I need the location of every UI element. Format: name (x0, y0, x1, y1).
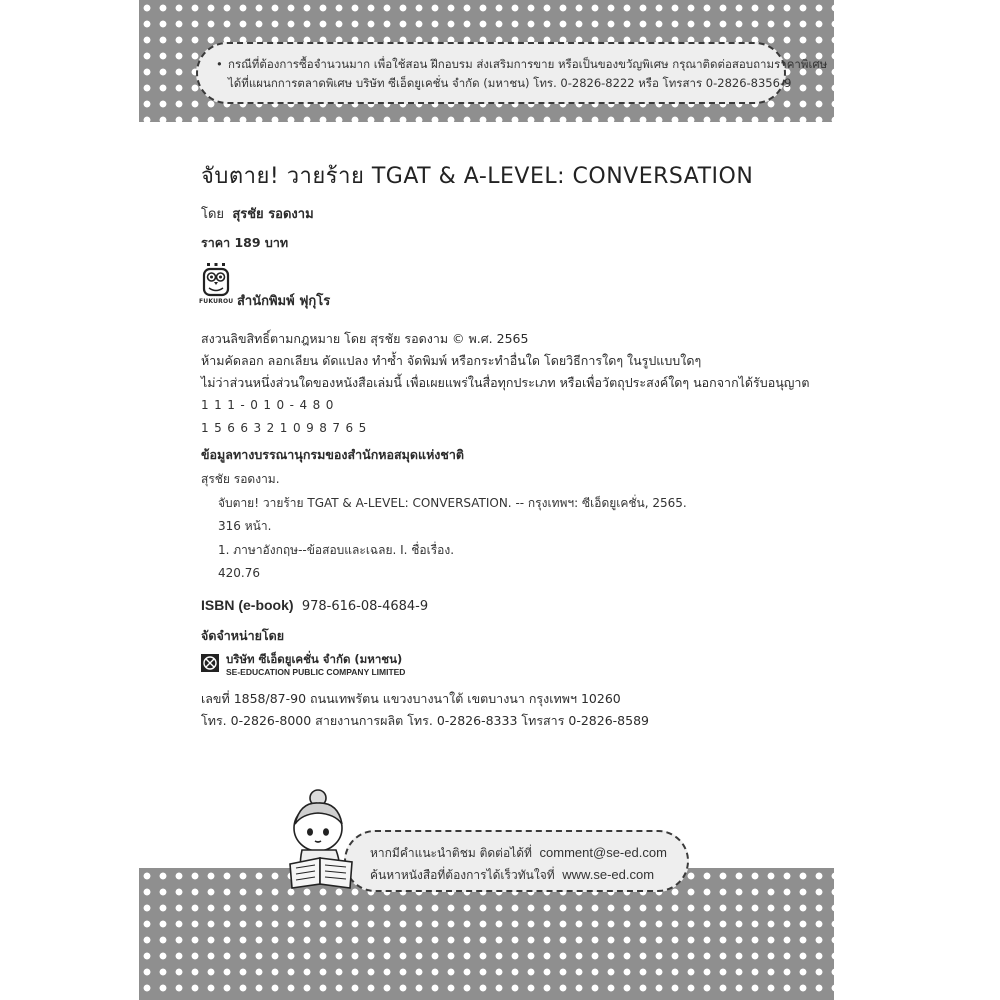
distributor-name-thai: บริษัท ซีเอ็ดยูเคชั่น จำกัด (มหาชน) (226, 652, 403, 666)
product-code-2: 1566321098765 (201, 421, 372, 435)
se-ed-logo-icon (201, 654, 219, 672)
bullet-icon: • (216, 57, 223, 71)
feedback-text: หากมีคำแนะนำติชม ติดต่อได้ที่ (370, 846, 532, 860)
owl-logo-icon (201, 262, 231, 300)
notice-text-2: ได้ที่แผนกการตลาดพิเศษ บริษัท ซีเอ็ดยูเคชั่น จำกัด (มหาชน) โทร. 0-2826-8222 หรือ โทรสาร 0-2826-8356-9 (228, 76, 792, 90)
cip-record (201, 468, 687, 586)
copyright-line-2: ห้ามคัดลอก ลอกเลียน ดัดแปลง ทำซ้ำ จัดพิมพ์ หรือกระทำอื่นใด โดยวิธีการใดๆ ในรูปแบบใดๆ (201, 353, 702, 368)
cip-class-number: 420.76 (218, 566, 260, 580)
product-codes (201, 394, 372, 440)
author-line (201, 203, 314, 224)
notice-text-1: กรณีที่ต้องการซื้อจำนวนมาก เพื่อใช้สอน ฝึกอบรม ส่งเสริมการขาย หรือเป็นของขวัญพิเศษ กรุณาติดต่อสอบถามราคาพิเศษ (228, 57, 828, 71)
isbn-label: ISBN (e-book) (201, 597, 294, 613)
publisher-logo-text: FUKUROU (199, 298, 234, 305)
cip-author: สุรชัย รอดงาม. (201, 472, 280, 486)
distributor-contact (201, 688, 649, 732)
feedback-line-1 (370, 842, 687, 864)
book-price: ราคา 189 บาท (201, 235, 289, 250)
distributor-name-english: SE-EDUCATION PUBLIC COMPANY LIMITED (226, 667, 406, 677)
isbn-line (201, 597, 428, 614)
feedback-line-2 (370, 864, 687, 886)
cip-subject: 1. ภาษาอังกฤษ--ข้อสอบและเฉลย. I. ชื่อเรื่อง. (218, 542, 455, 557)
distributor-phones: โทร. 0-2826-8000 สายงานการผลิต โทร. 0-2826-8333 โทรสาร 0-2826-8589 (201, 713, 649, 728)
cip-heading: ข้อมูลทางบรรณานุกรมของสำนักหอสมุดแห่งชาติ (201, 447, 465, 462)
cip-pages: 316 หน้า. (218, 519, 272, 533)
copyright-line-3: ไม่ว่าส่วนหนึ่งส่วนใดของหนังสือเล่มนี้ เพื่อเผยแพร่ในสื่อทุกประเภท หรือเพื่อวัตถุประสงค์ใดๆ นอกจากได้รับอนุญาต (201, 375, 810, 390)
feedback-email-link[interactable]: comment@se-ed.com (539, 845, 667, 860)
publisher-name: สำนักพิมพ์ ฟุกุโร (237, 294, 331, 309)
cip-entry: จับตาย! วายร้าย TGAT & A-LEVEL: CONVERSATION. -- กรุงเทพฯ: ซีเอ็ดยูเคชั่น, 2565. (218, 495, 687, 510)
copyright-notice (201, 328, 810, 394)
girl-reading-mascot-icon (280, 788, 372, 892)
distributor-heading: จัดจำหน่ายโดย (201, 628, 285, 643)
author-prefix: โดย (201, 207, 225, 222)
search-text: ค้นหาหนังสือที่ต้องการได้เร็วทันใจที่ (370, 868, 555, 882)
isbn-value: 978-616-08-4684-9 (301, 599, 429, 614)
book-title: จับตาย! วายร้าย TGAT & A-LEVEL: CONVERSATION (201, 164, 754, 189)
notice-line-1 (216, 55, 828, 74)
copyright-line-1: สงวนลิขสิทธิ์ตามกฎหมาย โดย สุรชัย รอดงาม © พ.ศ. 2565 (201, 331, 529, 346)
product-code-1: 111-010-480 (201, 398, 339, 412)
distributor-address: เลขที่ 1858/87-90 ถนนเทพรัตน แขวงบางนาใต้ เขตบางนา กรุงเทพฯ 10260 (201, 691, 621, 706)
author-name: สุรชัย รอดงาม (232, 207, 314, 222)
special-order-notice (196, 42, 828, 104)
website-link[interactable]: www.se-ed.com (562, 867, 655, 882)
feedback-notice (344, 830, 689, 892)
